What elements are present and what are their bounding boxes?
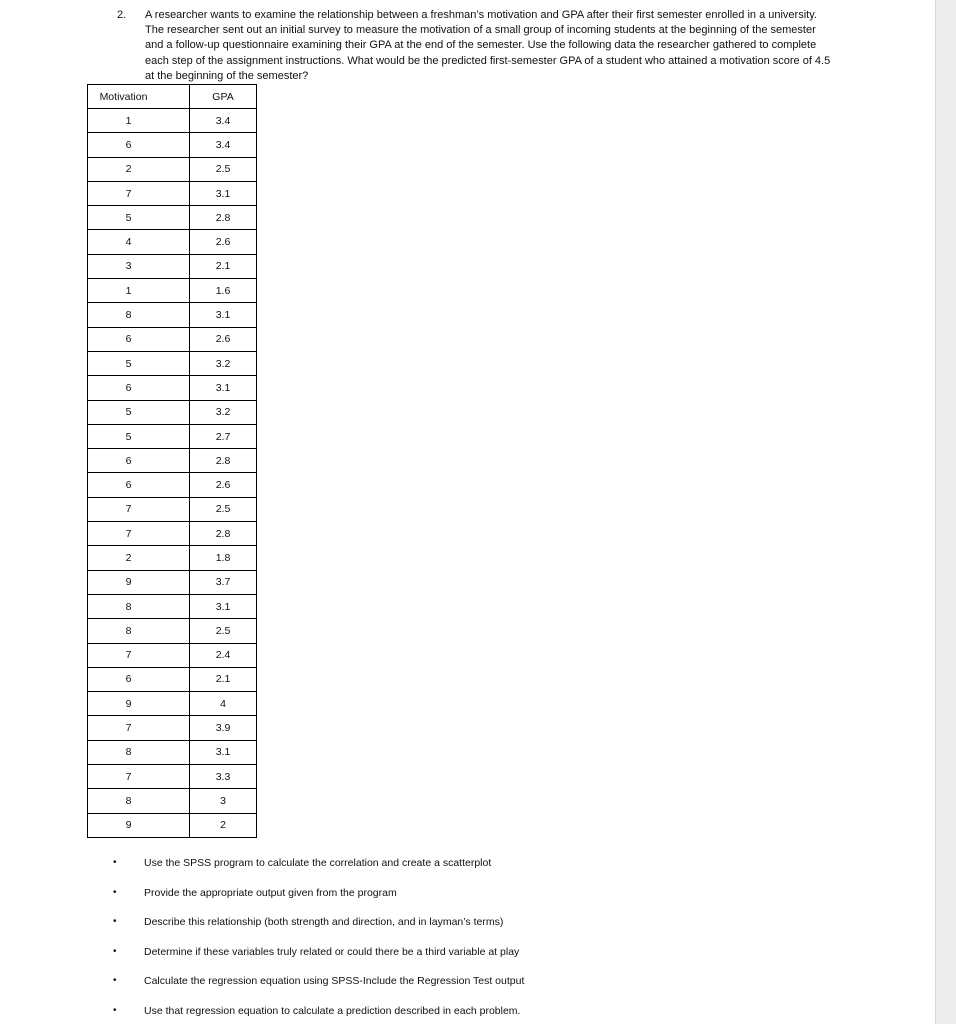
- gpa-cell: 3.1: [190, 594, 257, 618]
- instruction-item: [113, 1001, 524, 1031]
- gpa-cell: 3: [190, 789, 257, 813]
- motivation-cell: 6: [88, 133, 190, 157]
- table-row: [88, 716, 257, 740]
- table-row: [88, 740, 257, 764]
- gpa-cell: 2.5: [190, 619, 257, 643]
- gpa-cell: 2.7: [190, 424, 257, 448]
- table-row: [88, 619, 257, 643]
- table-row: [88, 109, 257, 133]
- motivation-cell: 8: [88, 619, 190, 643]
- table-row: [88, 643, 257, 667]
- table-header-row: [88, 85, 257, 109]
- instruction-item: [113, 971, 524, 1001]
- table-row: [88, 497, 257, 521]
- gpa-cell: 2.1: [190, 254, 257, 278]
- table-row: [88, 181, 257, 205]
- bullet-icon: •: [113, 916, 117, 928]
- instruction-item: [113, 942, 524, 972]
- instruction-text: Determine if these variables truly related or could there be a third variable at play: [144, 945, 520, 958]
- motivation-cell: 5: [88, 424, 190, 448]
- table-row: [88, 157, 257, 181]
- gpa-cell: 3.3: [190, 765, 257, 789]
- table-row: [88, 546, 257, 570]
- motivation-cell: 6: [88, 327, 190, 351]
- motivation-cell: 8: [88, 789, 190, 813]
- gpa-cell: 3.1: [190, 181, 257, 205]
- gpa-cell: 2.8: [190, 449, 257, 473]
- motivation-cell: 1: [88, 279, 190, 303]
- table-row: [88, 424, 257, 448]
- data-table: [87, 84, 257, 838]
- bullet-icon: •: [113, 857, 117, 868]
- gpa-cell: 2.6: [190, 473, 257, 497]
- gpa-cell: 3.2: [190, 400, 257, 424]
- table-row: [88, 522, 257, 546]
- table-row: [88, 449, 257, 473]
- gpa-cell: 2.1: [190, 667, 257, 691]
- motivation-cell: 2: [88, 157, 190, 181]
- motivation-cell: 7: [88, 643, 190, 667]
- instruction-item: [113, 853, 524, 883]
- motivation-cell: 6: [88, 667, 190, 691]
- gpa-cell: 3.7: [190, 570, 257, 594]
- motivation-cell: 9: [88, 813, 190, 837]
- gpa-cell: 3.1: [190, 376, 257, 400]
- instruction-item: [113, 883, 524, 913]
- table-row: [88, 254, 257, 278]
- gpa-cell: 1.8: [190, 546, 257, 570]
- question-text: A researcher wants to examine the relationship between a freshman’s motivation and GPA after their first semester enrolled in a university. The researcher sent out an initial survey to measure the motivation of a small group of incoming students at the beginning of the semester and a follow-up questionnaire examining their GPA at the end of the semester. Use the following data the researcher gathered to complete each step of the assignment instructions. What would be the predicted first-semester GPA of a student who attained a motivation score of 4.5 at the beginning of the semester?: [145, 9, 831, 82]
- instruction-text: Use that regression equation to calculate a prediction described in each problem.: [144, 1004, 521, 1017]
- bullet-icon: •: [113, 886, 117, 898]
- motivation-cell: 6: [88, 376, 190, 400]
- gpa-cell: 2.8: [190, 206, 257, 230]
- table-row: [88, 279, 257, 303]
- table-row: [88, 303, 257, 327]
- table-row: [88, 473, 257, 497]
- gpa-cell: 3.1: [190, 740, 257, 764]
- table-row: [88, 327, 257, 351]
- motivation-cell: 9: [88, 692, 190, 716]
- motivation-cell: 7: [88, 765, 190, 789]
- motivation-cell: 5: [88, 351, 190, 375]
- motivation-cell: 5: [88, 400, 190, 424]
- table-row: [88, 667, 257, 691]
- motivation-cell: 7: [88, 497, 190, 521]
- column-header-gpa: GPA: [190, 85, 257, 109]
- motivation-cell: 2: [88, 546, 190, 570]
- motivation-cell: 4: [88, 230, 190, 254]
- table-row: [88, 813, 257, 837]
- motivation-cell: 7: [88, 522, 190, 546]
- instruction-item: [113, 912, 524, 942]
- instruction-list: [113, 853, 524, 1031]
- gpa-cell: 3.9: [190, 716, 257, 740]
- table-row: [88, 692, 257, 716]
- table-row: [88, 133, 257, 157]
- instruction-text: Describe this relationship (both strength and direction, and in layman’s terms): [144, 916, 504, 929]
- motivation-cell: 9: [88, 570, 190, 594]
- table-row: [88, 570, 257, 594]
- table-body: [88, 109, 257, 838]
- table-row: [88, 789, 257, 813]
- motivation-cell: 8: [88, 740, 190, 764]
- motivation-cell: 7: [88, 716, 190, 740]
- question-number: 2.: [117, 9, 127, 21]
- gpa-cell: 2.5: [190, 157, 257, 181]
- motivation-cell: 8: [88, 303, 190, 327]
- instruction-text: Provide the appropriate output given from the program: [144, 886, 397, 899]
- gpa-cell: 3.1: [190, 303, 257, 327]
- gpa-cell: 4: [190, 692, 257, 716]
- table-row: [88, 351, 257, 375]
- gpa-cell: 3.2: [190, 351, 257, 375]
- table-row: [88, 594, 257, 618]
- gpa-cell: 2.6: [190, 230, 257, 254]
- gpa-cell: 2.8: [190, 522, 257, 546]
- gpa-cell: 3.4: [190, 133, 257, 157]
- table-row: [88, 206, 257, 230]
- scrollbar-strip[interactable]: [935, 0, 956, 1024]
- gpa-cell: 2.6: [190, 327, 257, 351]
- motivation-cell: 6: [88, 449, 190, 473]
- table-row: [88, 400, 257, 424]
- table-row: [88, 376, 257, 400]
- bullet-icon: •: [113, 945, 117, 957]
- instruction-text: Use the SPSS program to calculate the correlation and create a scatterplot: [144, 857, 492, 869]
- gpa-cell: 2.5: [190, 497, 257, 521]
- motivation-cell: 7: [88, 181, 190, 205]
- column-header-motivation: Motivation: [88, 85, 190, 109]
- motivation-cell: 3: [88, 254, 190, 278]
- instruction-text: Calculate the regression equation using SPSS-Include the Regression Test output: [144, 975, 525, 988]
- table-row: [88, 230, 257, 254]
- gpa-cell: 1.6: [190, 279, 257, 303]
- motivation-cell: 5: [88, 206, 190, 230]
- gpa-cell: 2: [190, 813, 257, 837]
- bullet-icon: •: [113, 1004, 117, 1016]
- bullet-icon: •: [113, 975, 117, 987]
- gpa-cell: 3.4: [190, 109, 257, 133]
- motivation-cell: 6: [88, 473, 190, 497]
- motivation-cell: 1: [88, 109, 190, 133]
- motivation-cell: 8: [88, 594, 190, 618]
- gpa-cell: 2.4: [190, 643, 257, 667]
- table-row: [88, 765, 257, 789]
